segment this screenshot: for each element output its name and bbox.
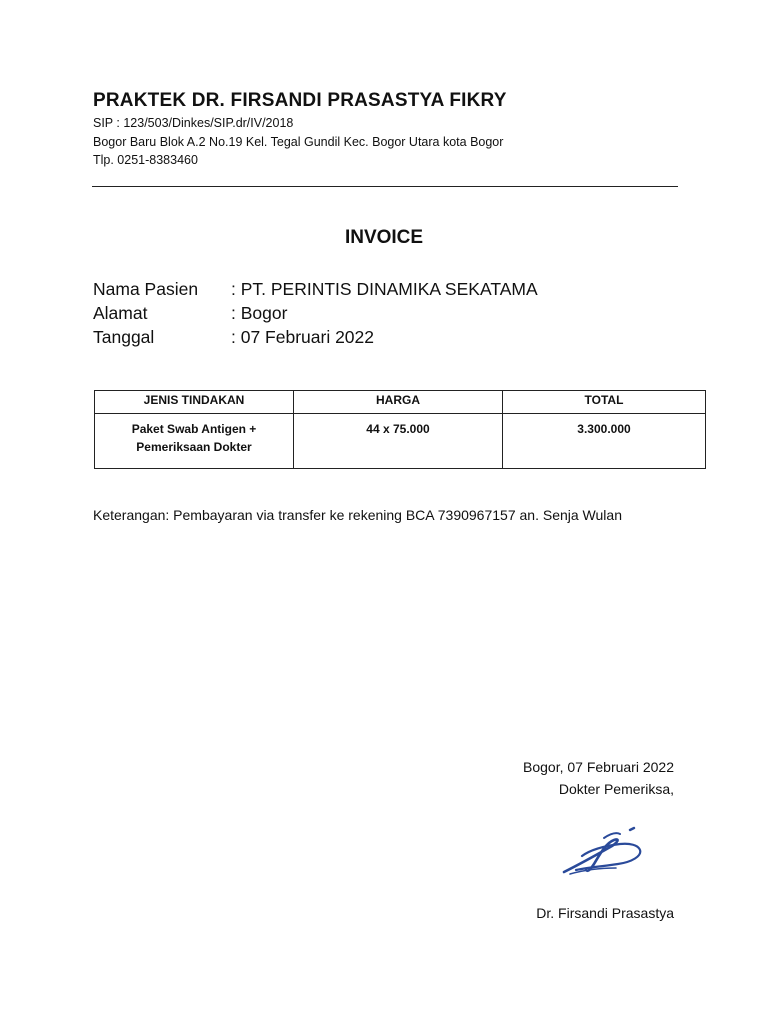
service-line-1: Paket Swab Antigen + [131,422,257,436]
invoice-date-value: : 07 Februari 2022 [231,327,375,347]
invoice-date-row [93,327,374,348]
service-line-2: Pemeriksaan Dokter [136,440,252,454]
signature-role: Dokter Pemeriksa, [558,781,674,797]
document-title: INVOICE [344,227,424,248]
clinic-name: PRAKTEK DR. FIRSANDI PRASASTYA FIKRY [93,90,507,111]
payment-note: Keterangan: Pembayaran via transfer ke rekening BCA 7390967157 an. Senja Wulan [93,507,622,523]
table-header-row [95,391,706,414]
patient-name-label: Nama Pasien [93,279,199,299]
invoice-items-table [94,390,706,469]
column-header-price: HARGA [294,391,503,414]
clinic-address: Bogor Baru Blok A.2 No.19 Kel. Tegal Gundil Kec. Bogor Utara kota Bogor [93,135,504,149]
patient-name-row [93,279,538,300]
patient-address-value: : Bogor [231,303,288,323]
handwritten-signature [560,826,650,878]
column-header-service: JENIS TINDAKAN [95,391,294,414]
total-cell: 3.300.000 [503,414,706,469]
signatory-name: Dr. Firsandi Prasastya [536,905,674,921]
patient-address-row [93,303,287,324]
service-cell [95,414,294,469]
invoice-date-label: Tanggal [93,327,155,347]
column-header-total: TOTAL [503,391,706,414]
patient-address-label: Alamat [93,303,148,323]
patient-name-value: : PT. PERINTIS DINAMIKA SEKATAMA [231,279,538,299]
signature-place-date: Bogor, 07 Februari 2022 [523,759,674,775]
header-divider [92,186,678,187]
table-row [95,414,706,469]
price-cell: 44 x 75.000 [294,414,503,469]
clinic-sip: SIP : 123/503/Dinkes/SIP.dr/IV/2018 [93,116,294,130]
clinic-phone: Tlp. 0251-8383460 [93,153,198,167]
